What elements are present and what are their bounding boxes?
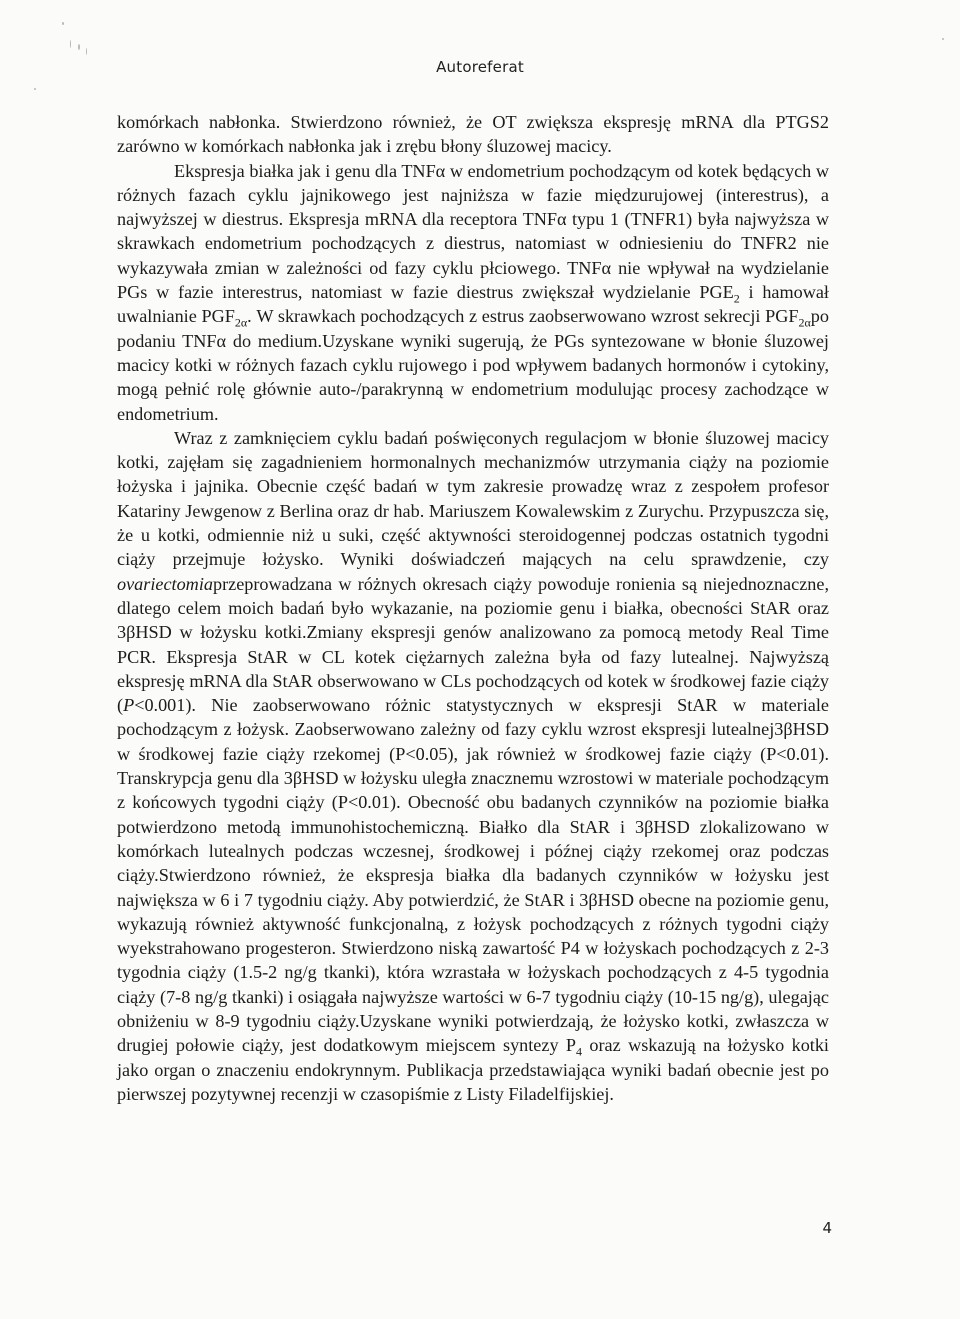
- paragraph-tnf: [117, 159, 829, 426]
- scan-speck: [78, 44, 80, 50]
- paragraph-text: i hamował uwalnianie PGF: [117, 282, 829, 327]
- subscript: 4: [576, 1044, 583, 1059]
- paragraph-text: . W skrawkach pochodzących z estrus zaobserwowano wzrost sekrecji PGF: [247, 306, 799, 327]
- paragraph-text: oraz wskazują na łożysko kotki jako organ o znaczeniu endokrynnym. Publikacja przedstawiająca wyniki badań obecnie jest po pierwszej pozytywnej recenzji w czasopiśmie z Listy Filadelfijskiej.: [117, 1035, 829, 1104]
- scan-speck: [70, 40, 71, 48]
- paragraph-text: Ekspresja białka jak i genu dla TNFα w endometrium pochodzącym od kotek będących w różnych fazach cyklu jajnikowego jest najniższa w fazie międzurujowej (interestrus), a najwyższej w diestrus. Ekspresja mRNA dla receptora TNFα typu 1 (TNFR1) była najwyższa w skrawkach endometrium pochodzących z diestrus, natomiast w odniesieniu do TNFR2 nie wykazywała zmian w zależności od fazy cyklu płciowego. TNFα nie wpływał na wydzielanie PGs w fazie interestrus, natomiast w fazie diestrus zwiększał wydzielanie PGE: [117, 160, 829, 303]
- scan-speck: [86, 48, 87, 55]
- paragraph-text: <0.001). Nie zaobserwowano różnic statystycznych w ekspresji StAR w materiale pochodzącym z łożysk. Zaobserwowano zależny od fazy cyklu wzrost ekspresji lutealnej3βHSD w środkowej fazie ciąży rzekomej (P<0.05), jak również w środkowej fazie ciąży (P<0.01). Transkrypcja genu dla 3βHSD w łożysku uległa znacznemu wzrostowi w materiale pochodzącym z końcowych tygodni ciąży (P<0.01). Obecność obu badanych czynników na poziomie białka potwierdzono metodą immunohistochemiczną. Białko dla StAR i 3βHSD zlokalizowano w komórkach lutealnych podczas wczesnej, środkowej i późnej ciąży rzekomej oraz podczas ciąży.Stwierdzono również, że ekspresja białka dla badanych czynników w łożysku jest największa w 6 i 7 tygodniu ciąży. Aby potwierdzić, że StAR i 3βHSD obecne na poziomie genu, wykazują również aktywność funkcjonalną, z łożysk pochodzących z różnych tygodni ciąży wyekstrahowano progesteron. Stwierdzono niską zawartość P4 w łożyskach pochodzących z 2-3 tygodnia ciąży (1.5-2 ng/g tkanki), która wzrastała w łożyskach pochodzących z 4-5 tygodnia ciąży (7-8 ng/g tkanki) i osiągała najwyższe wartości w 6-7 tygodniu ciąży (10-15 ng/g), ulegając obniżeniu w 8-9 tygodniu ciąży.Uzyskane wyniki potwierdzają, że łożysko kotki, zwłaszcza w drugiej połowie ciąży, jest dodatkowym miejscem syntezy P: [117, 695, 829, 1056]
- italic-term: P: [123, 695, 135, 716]
- paragraph-placenta: [117, 426, 829, 1106]
- paragraph-text: przeprowadzana w różnych okresach ciąży powoduje ronienia są niejednoznaczne, dlatego celem moich badań było wykazanie, na poziomie genu i białka, obecności StAR oraz 3βHSD w łożysku kotki.Zmiany ekspresji genów analizowano za pomocą metody Real Time PCR. Ekspresja StAR w CL kotek ciężarnych zależna była od fazy lutealnej. Najwyższą ekspresję mRNA dla StAR obserwowano w CLs pochodzących od kotek w środkowej fazie ciąży (: [117, 573, 829, 716]
- paragraph-continuation: [117, 110, 829, 159]
- paragraph-text: po podaniu TNFα do medium.Uzyskane wyniki sugerują, że PGs syntezowane w błonie śluzowej macicy kotki w różnych fazach cyklu rujowego i pod wpływem badanych hormonów i cytokiny, mogą pełnić rolę głównie auto-/parakrynną w endometrium modulując procesy zachodzące w endometrium.: [117, 306, 829, 424]
- scan-speck: [942, 38, 944, 40]
- italic-term: ovariectomia: [117, 573, 213, 594]
- document-body: [117, 110, 829, 1106]
- subscript: 2α: [234, 316, 248, 331]
- subscript: 2α: [798, 316, 811, 331]
- subscript: 2: [733, 291, 740, 306]
- page-header: Autoreferat: [436, 58, 524, 76]
- scan-speck: [62, 22, 64, 25]
- scan-speck: [34, 88, 36, 90]
- paragraph-text: komórkach nabłonka. Stwierdzono również, że OT zwiększa ekspresję mRNA dla PTGS2 zarówno w komórkach nabłonka jak i zrębu błony śluzowej macicy.: [117, 112, 829, 157]
- paragraph-text: Wraz z zamknięciem cyklu badań poświęconych regulacjom w błonie śluzowej macicy kotki, zajęłam się zagadnieniem hormonalnych mechanizmów utrzymania ciąży na poziomie łożyska i jajnika. Obecnie część badań w tym zakresie prowadzę wraz z zespołem profesor Katariny Jewgenow z Berlina oraz dr hab. Mariuszem Kowalewskim z Zurychu. Przypuszcza się, że u kotki, odmiennie niż u suki, część aktywności steroidogennej podczas ostatnich tygodni ciąży przejmuje łożysko. Wyniki doświadczeń mających na celu sprawdzenie, czy: [117, 427, 829, 570]
- page-number: 4: [822, 1219, 832, 1237]
